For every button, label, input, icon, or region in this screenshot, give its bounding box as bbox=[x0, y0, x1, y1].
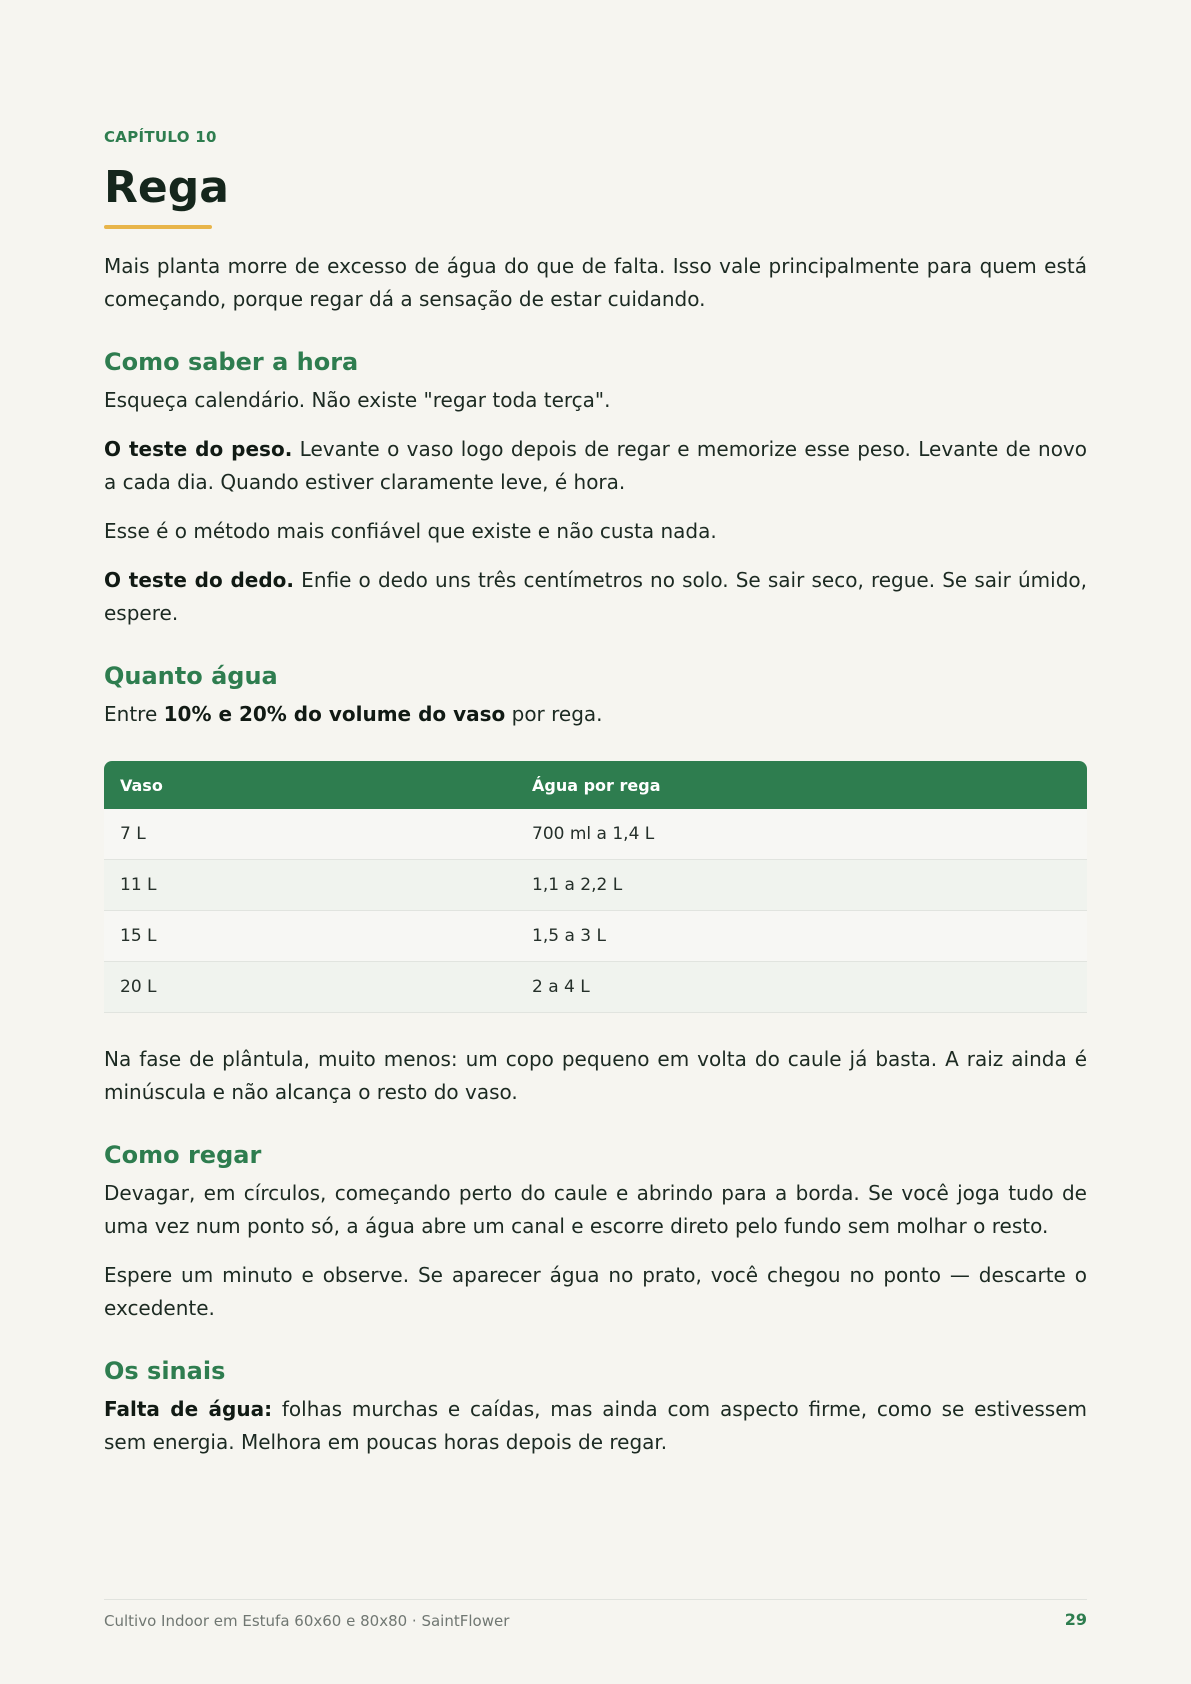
page-title: Rega bbox=[104, 162, 229, 213]
term-teste-dedo: O teste do dedo. bbox=[104, 568, 295, 592]
heading-como-regar: Como regar bbox=[104, 1141, 262, 1169]
text-volume-pre: Entre bbox=[104, 702, 164, 726]
table-cell: 2 a 4 L bbox=[516, 962, 1087, 1013]
paragraph-plantula: Na fase de plântula, muito menos: um copo pequeno em volta do caule já basta. A raiz ainda é minúscula e não alcança o resto do vaso. bbox=[104, 1047, 1087, 1104]
paragraph-teste-dedo bbox=[104, 564, 1087, 630]
footer-divider bbox=[104, 1599, 1087, 1600]
paragraph-metodo: Esse é o método mais confiável que existe e não custa nada. bbox=[104, 519, 717, 543]
heading-quanto-agua: Quanto água bbox=[104, 662, 278, 690]
table-row bbox=[104, 911, 1087, 962]
table-cell: 20 L bbox=[104, 962, 516, 1013]
term-falta-agua: Falta de água: bbox=[104, 1397, 273, 1421]
paragraph-falta-agua bbox=[104, 1393, 1087, 1459]
table-cell: 1,1 a 2,2 L bbox=[516, 860, 1087, 911]
page-number: 29 bbox=[1064, 1610, 1087, 1629]
chapter-label: CAPÍTULO 10 bbox=[104, 128, 217, 146]
column-header-agua: Água por rega bbox=[516, 761, 1087, 809]
table-row bbox=[104, 860, 1087, 911]
table-header-row bbox=[104, 761, 1087, 809]
paragraph-devagar: Devagar, em círculos, começando perto do caule e abrindo para a borda. Se você joga tudo de uma vez num ponto só, a água abre um canal e escorre direto pelo fundo sem molhar o resto. bbox=[104, 1181, 1087, 1238]
term-volume: 10% e 20% do volume do vaso bbox=[163, 702, 506, 726]
text-teste-dedo: Enfie o dedo uns três centímetros no solo. Se sair seco, regue. Se sair úmido, espere. bbox=[104, 568, 1087, 625]
paragraph-calendario: Esqueça calendário. Não existe "regar toda terça". bbox=[104, 388, 611, 412]
content-flow bbox=[104, 250, 1087, 1459]
column-header-vaso: Vaso bbox=[104, 761, 516, 809]
footer-book-title: Cultivo Indoor em Estufa 60x60 e 80x80 · SaintFlower bbox=[104, 1612, 510, 1630]
water-table bbox=[104, 761, 1087, 1013]
text-teste-peso: Levante o vaso logo depois de regar e memorize esse peso. Levante de novo a cada dia. Quando estiver claramente leve, é hora. bbox=[104, 437, 1087, 494]
paragraph-espere: Espere um minuto e observe. Se aparecer água no prato, você chegou no ponto — descarte o excedente. bbox=[104, 1263, 1087, 1320]
paragraph-teste-peso bbox=[104, 433, 1087, 499]
heading-os-sinais: Os sinais bbox=[104, 1357, 226, 1385]
table-row bbox=[104, 809, 1087, 860]
title-underline bbox=[104, 225, 212, 229]
text-falta-agua: folhas murchas e caídas, mas ainda com aspecto firme, como se estivessem sem energia. Melhora em poucas horas depois de regar. bbox=[104, 1397, 1087, 1454]
table-row bbox=[104, 962, 1087, 1013]
table-cell: 15 L bbox=[104, 911, 516, 962]
table-cell: 700 ml a 1,4 L bbox=[516, 809, 1087, 860]
table-cell: 1,5 a 3 L bbox=[516, 911, 1087, 962]
heading-como-saber-a-hora: Como saber a hora bbox=[104, 348, 359, 376]
term-teste-peso: O teste do peso. bbox=[104, 437, 293, 461]
text-volume-post: por rega. bbox=[505, 702, 603, 726]
paragraph-volume bbox=[104, 698, 1087, 731]
table-cell: 7 L bbox=[104, 809, 516, 860]
table-cell: 11 L bbox=[104, 860, 516, 911]
intro-paragraph: Mais planta morre de excesso de água do que de falta. Isso vale principalmente para quem está começando, porque regar dá a sensação de estar cuidando. bbox=[104, 254, 1087, 311]
